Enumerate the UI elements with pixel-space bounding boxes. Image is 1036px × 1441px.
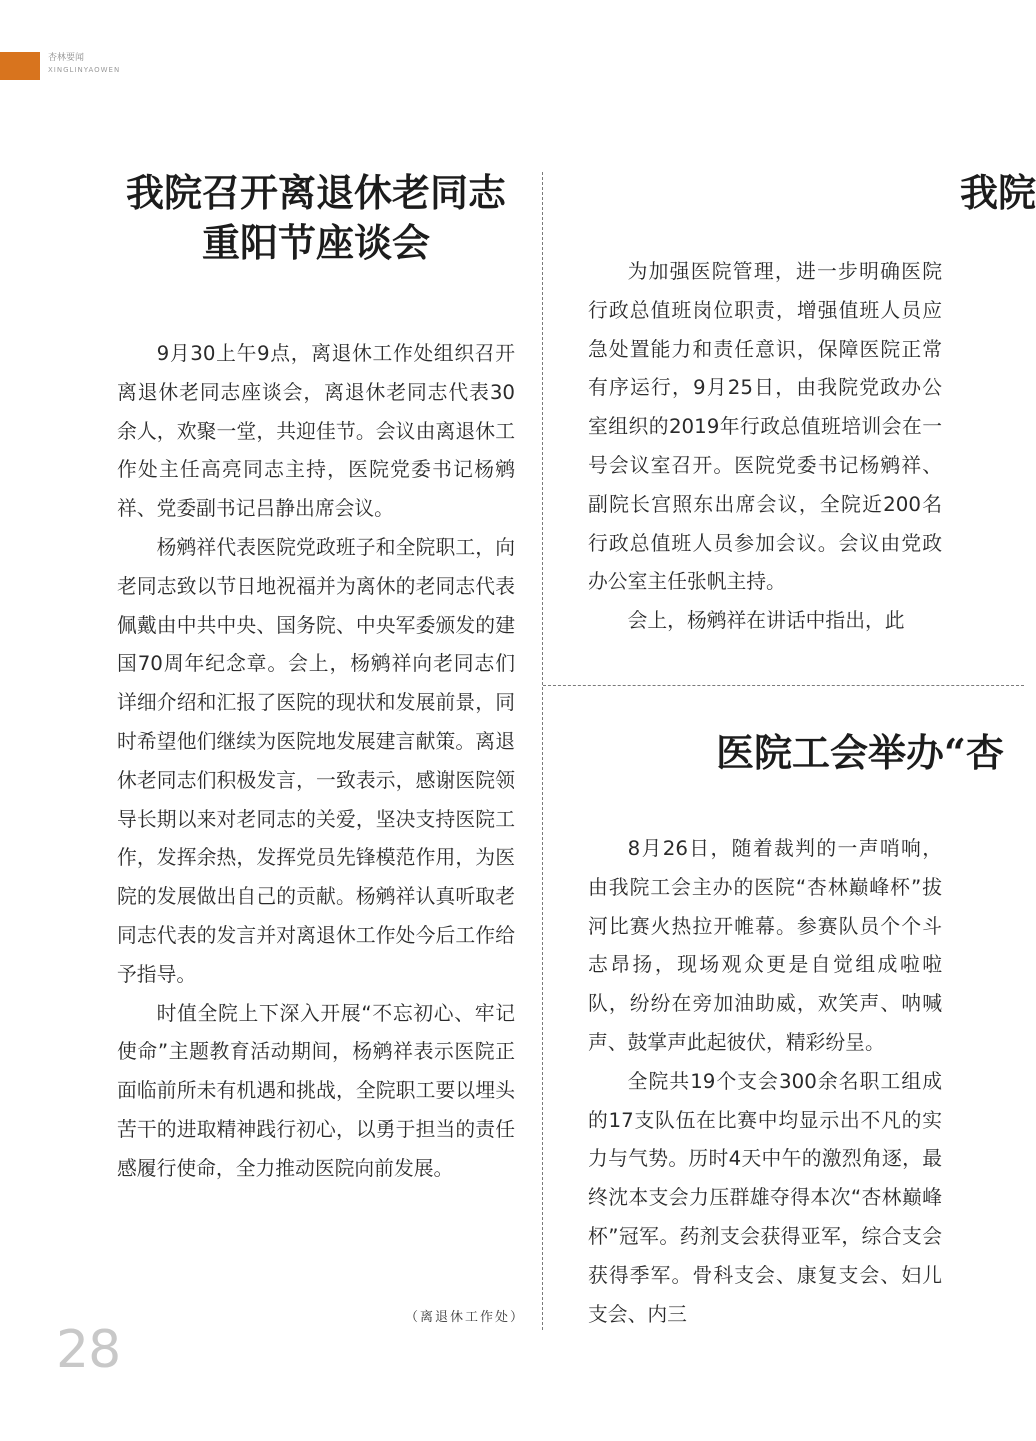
right-top-article-body: [588, 253, 942, 641]
article-paragraph: 9月30上午9点，离退休工作处组织召开离退休老同志座谈会，离退休老同志代表30余人，欢聚一堂，共迎佳节。会议由离退休工作处主任高亮同志主持，医院党委书记杨鹓祥、党委副书记吕静出席会议。: [117, 342, 515, 521]
article-source: （离退休工作处）: [405, 1310, 526, 1325]
article-paragraph: 杨鹓祥代表医院党政班子和全院职工，向老同志致以节日地祝福并为离休的老同志代表佩戴由中共中央、国务院、中央军委颁发的建国70周年纪念章。会上，杨鹓祥向老同志们详细介绍和汇报了医院的现状和发展前景，同时希望他们继续为医院地发展建言献策。离退休老同志们积极发言，一致表示，感谢医院领导长期以来对老同志的关爱，坚决支持医院工作，发挥余热，发挥党员先锋模范作用，为医院的发展做出自己的贡献。杨鹓祥认真听取老同志代表的发言并对离退休工作处今后工作给予指导。: [117, 535, 515, 986]
left-article-body: [117, 335, 515, 1189]
left-article-title-line: 重阳节座谈会: [201, 220, 430, 265]
left-article-title: [112, 168, 520, 268]
section-name-en: XINGLINYAOWEN: [48, 66, 121, 74]
article-paragraph: 8月26日，随着裁判的一声哨响，由我院工会主办的医院“杏林巅峰杯”拔河比赛火热拉开帷幕。参赛队员个个斗志昂扬，现场观众更是自觉组成啦啦队，纷纷在旁加油助威，欢笑声、呐喊声、鼓掌声此起彼伏，精彩纷呈。: [588, 837, 942, 1054]
left-article-title-line: 我院召开离退休老同志: [125, 170, 506, 215]
right-mid-article-body: [588, 830, 942, 1334]
page-number: 28: [56, 1320, 121, 1380]
article-paragraph: 全院共19个支会300余名职工组成的17支队伍在比赛中均显示出不凡的实力与气势。历时4天中午的激烈角逐，最终沈本支会力压群雄夺得本次“杏林巅峰杯”冠军。药剂支会获得亚军，综合支会获得季军。骨科支会、康复支会、妇儿支会、内三: [588, 1069, 942, 1326]
vertical-dashed-divider: [542, 172, 543, 1330]
right-top-article-title: 我院: [960, 170, 1036, 215]
right-mid-article-title: 医院工会举办“杏: [716, 730, 1004, 775]
section-name-cn: 杏林要闻: [48, 53, 85, 63]
article-paragraph: 会上，杨鹓祥在讲话中指出，此: [627, 609, 905, 633]
section-color-tab: [0, 52, 40, 80]
article-paragraph: 时值全院上下深入开展“不忘初心、牢记使命”主题教育活动期间，杨鹓祥表示医院正面临前所未有机遇和挑战，全院职工要以埋头苦干的进取精神践行初心，以勇于担当的责任感履行使命，全力推动医院向前发展。: [117, 1001, 515, 1180]
section-header: [48, 54, 120, 74]
article-paragraph: 为加强医院管理，进一步明确医院行政总值班岗位职责，增强值班人员应急处置能力和责任意识，保障医院正常有序运行，9月25日，由我院党政办公室组织的2019年行政总值班培训会在一号会议室召开。医院党委书记杨鹓祥、副院长宫照东出席会议，全院近200名行政总值班人员参加会议。会议由党政办公室主任张帆主持。: [588, 260, 942, 594]
horizontal-dashed-divider: [543, 685, 1024, 686]
